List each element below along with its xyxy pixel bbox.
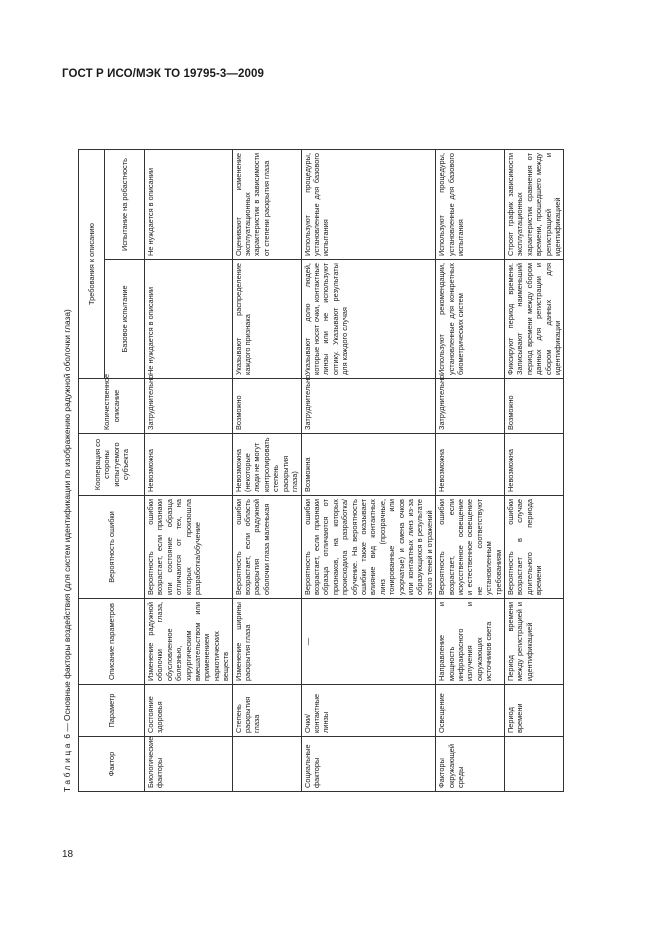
cell-factor: Биологические факторы bbox=[145, 737, 233, 792]
cell-basic-test: Используют рекомендации, установленные для конкретных биометрических систем bbox=[436, 260, 505, 379]
cell-probability: Вероятность ошибки возрастает, если признаки образца отличаются от признаков, на которых происходила разработка/обучение. На вероятность ошибки также оказывает влияние вид контактных линз (прозрачные, тонированные или узорчатые) и смена очков или контактных линз из-за образующихся в результате этого теней и отражений bbox=[301, 496, 436, 599]
cell-description: Изменение ширины раскрытия глаза bbox=[232, 599, 301, 685]
table-caption bbox=[60, 152, 75, 792]
cell-factor: Факторы окружающей среды bbox=[436, 737, 505, 792]
cell-parameter: Очки/контактные линзы bbox=[301, 685, 436, 737]
rotated-table-block bbox=[60, 148, 572, 808]
cell-parameter: Состояние здоровья bbox=[145, 685, 233, 737]
cell-robustness-test: Оценивают изменение эксплуатационных характеристик в зависимости от степени раскрытия глаза bbox=[232, 149, 301, 259]
table-row bbox=[145, 149, 233, 791]
header-requirements: Требования к описанию bbox=[79, 149, 105, 378]
header-parameter: Параметр bbox=[79, 685, 145, 737]
cell-parameter: Степень раскрытия глаза bbox=[232, 685, 301, 737]
cell-cooperation: Возможна bbox=[301, 434, 436, 496]
cell-cooperation: Невозможна bbox=[505, 434, 564, 496]
cell-quantitative: Затруднительно bbox=[145, 379, 233, 434]
table-caption-lead: Таблица bbox=[62, 740, 72, 792]
cell-probability: Вероятность ошибки возрастает, если искусственное освещение и естественное освещение не соответствуют установленным требованиям bbox=[436, 496, 505, 599]
header-factor: Фактор bbox=[79, 737, 145, 792]
header-param-description: Описание параметров bbox=[79, 599, 145, 685]
cell-factor bbox=[232, 737, 301, 792]
cell-description: Период времени между регистрацией и идентификацией bbox=[505, 599, 564, 685]
header-error-probability: Вероятность ошибки bbox=[79, 496, 145, 599]
cell-parameter: Освещение bbox=[436, 685, 505, 737]
table-caption-text: 6 — Основные факторы воздействия (для систем идентификации по изображению радужной оболочки глаза) bbox=[62, 309, 72, 739]
cell-robustness-test: Строят график зависимости эксплуатационных характеристик сравнения от времени, прошедшего между регистрацией и идентификацией bbox=[505, 149, 564, 259]
cell-quantitative: Затруднительно bbox=[436, 379, 505, 434]
cell-basic-test: Указывают долю людей, которые носят очки, контактные линзы или не используют оптику. Указывают результаты для каждого случая bbox=[301, 260, 436, 379]
cell-cooperation: Невозможна bbox=[436, 434, 505, 496]
header-cooperation: Кооперация со стороны испытуемого субъекта bbox=[79, 434, 145, 496]
cell-basic-test: Фиксируют период времени. Записывают наименьший период времени между сбором данных для регистрации и сбором данных для идентификации bbox=[505, 260, 564, 379]
cell-probability: Вероятность ошибки возрастает, если область раскрытия радужной оболочки глаза маленькая bbox=[232, 496, 301, 599]
header-basic-test: Базовое испытание bbox=[105, 260, 145, 379]
cell-factor: Социальные факторы bbox=[301, 737, 436, 792]
cell-basic-test: Не нуждается в описании bbox=[145, 260, 233, 379]
cell-description: Направление и мощность инфракрасного излучения и окружающих источников света bbox=[436, 599, 505, 685]
cell-robustness-test: Используют процедуры, установленные для базового испытания bbox=[301, 149, 436, 259]
cell-probability: Вероятность ошибки возрастает в случае длительного периода времени bbox=[505, 496, 564, 599]
cell-description: Изменение радужной оболочки глаза, обусловленное болезнью, хирургическим вмешательством или применением наркотических веществ bbox=[145, 599, 233, 685]
table-row bbox=[436, 149, 505, 791]
cell-robustness-test: Используют процедуры, установленные для базового испытания bbox=[436, 149, 505, 259]
cell-quantitative: Возможно bbox=[232, 379, 301, 434]
cell-robustness-test: Не нуждается в описании bbox=[145, 149, 233, 259]
cell-quantitative: Возможно bbox=[505, 379, 564, 434]
cell-basic-test: Указывают распределение каждого признака bbox=[232, 260, 301, 379]
header-quantitative: Количественное описание bbox=[79, 379, 145, 434]
cell-description: — bbox=[301, 599, 436, 685]
table-row bbox=[505, 149, 564, 791]
cell-probability: Вероятность ошибки возрастает, если признаки или состояние образца отличаются от тех, на которых произошла разработка/обучение bbox=[145, 496, 233, 599]
header-robustness-test: Испытание на робастность bbox=[105, 149, 145, 259]
table-row bbox=[301, 149, 436, 791]
document-header: ГОСТ Р ИСО/МЭК ТО 19795-3—2009 bbox=[62, 68, 264, 80]
cell-quantitative: Затруднительно bbox=[301, 379, 436, 434]
table-row bbox=[232, 149, 301, 791]
cell-cooperation: Невозможна bbox=[145, 434, 233, 496]
cell-cooperation: Невозможна (некоторые люди не могут контролировать степень раскрытия глаза) bbox=[232, 434, 301, 496]
cell-factor bbox=[505, 737, 564, 792]
cell-parameter: Период времени bbox=[505, 685, 564, 737]
page-number: 18 bbox=[62, 849, 74, 860]
influence-factors-table bbox=[78, 149, 564, 792]
